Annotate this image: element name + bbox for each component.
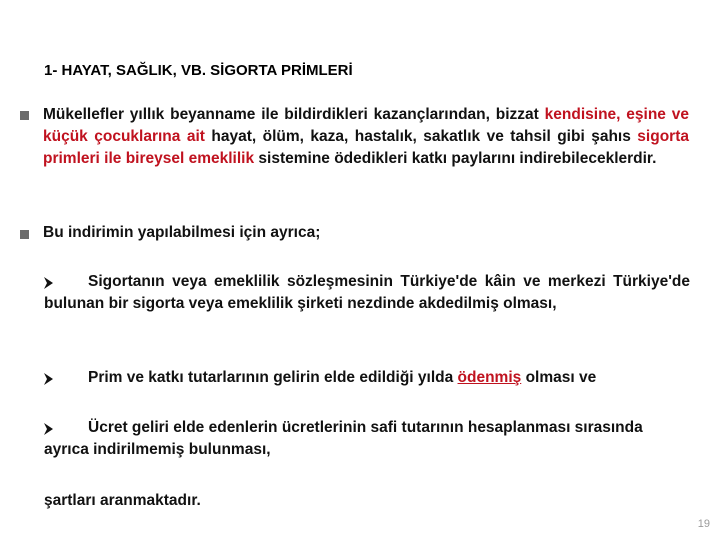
p1-highlight-insurance: sigorta primleri ile bireysel emeklilik: [43, 128, 689, 167]
square-bullet-icon: [20, 111, 29, 120]
square-bullet-icon: [20, 230, 29, 239]
condition-wage: [44, 417, 664, 461]
condition-payment-text-c: olması ve: [521, 369, 597, 386]
p1-text-e: sistemine ödedikleri katkı paylarını indirebileceklerdir.: [254, 150, 657, 167]
p1-highlight-family: kendisine, eşine ve küçük çocuklarına ait: [43, 106, 689, 145]
page-number: 19: [697, 518, 710, 530]
p1-text-a: Mükellefler yıllık beyanname ile bildirdikleri kazançlarından, bizzat: [43, 106, 545, 123]
arrow-bullet-icon: [44, 373, 53, 385]
p1-text-c: hayat, ölüm, kaza, hastalık, sakatlık ve tahsil gibi şahıs: [204, 128, 638, 145]
condition-contract-text: Sigortanın veya emeklilik sözleşmesinin Türkiye'de kâin ve merkezi Türkiye'de bulunan bir sigorta veya emeklilik şirketi nezdinde akdedilmiş olması,: [44, 273, 690, 312]
condition-wage-text: Ücret geliri elde edenlerin ücretlerinin safi tutarının hesaplanması sırasında ayrıca indirilmemiş bulunması,: [44, 419, 643, 458]
condition-payment-highlight: ödenmiş: [457, 369, 522, 386]
closing-line: şartları aranmaktadır.: [44, 492, 201, 509]
condition-payment-text-a: Prim ve katkı tutarlarının gelirin elde edildiği yılda: [88, 369, 458, 386]
condition-payment: [88, 367, 688, 389]
paragraph-conditions-intro: Bu indirimin yapılabilmesi için ayrıca;: [43, 224, 321, 241]
condition-contract: [44, 271, 690, 315]
slide-title: 1- HAYAT, SAĞLIK, VB. SİGORTA PRİMLERİ: [44, 62, 353, 79]
paragraph-deductions: [43, 104, 689, 170]
